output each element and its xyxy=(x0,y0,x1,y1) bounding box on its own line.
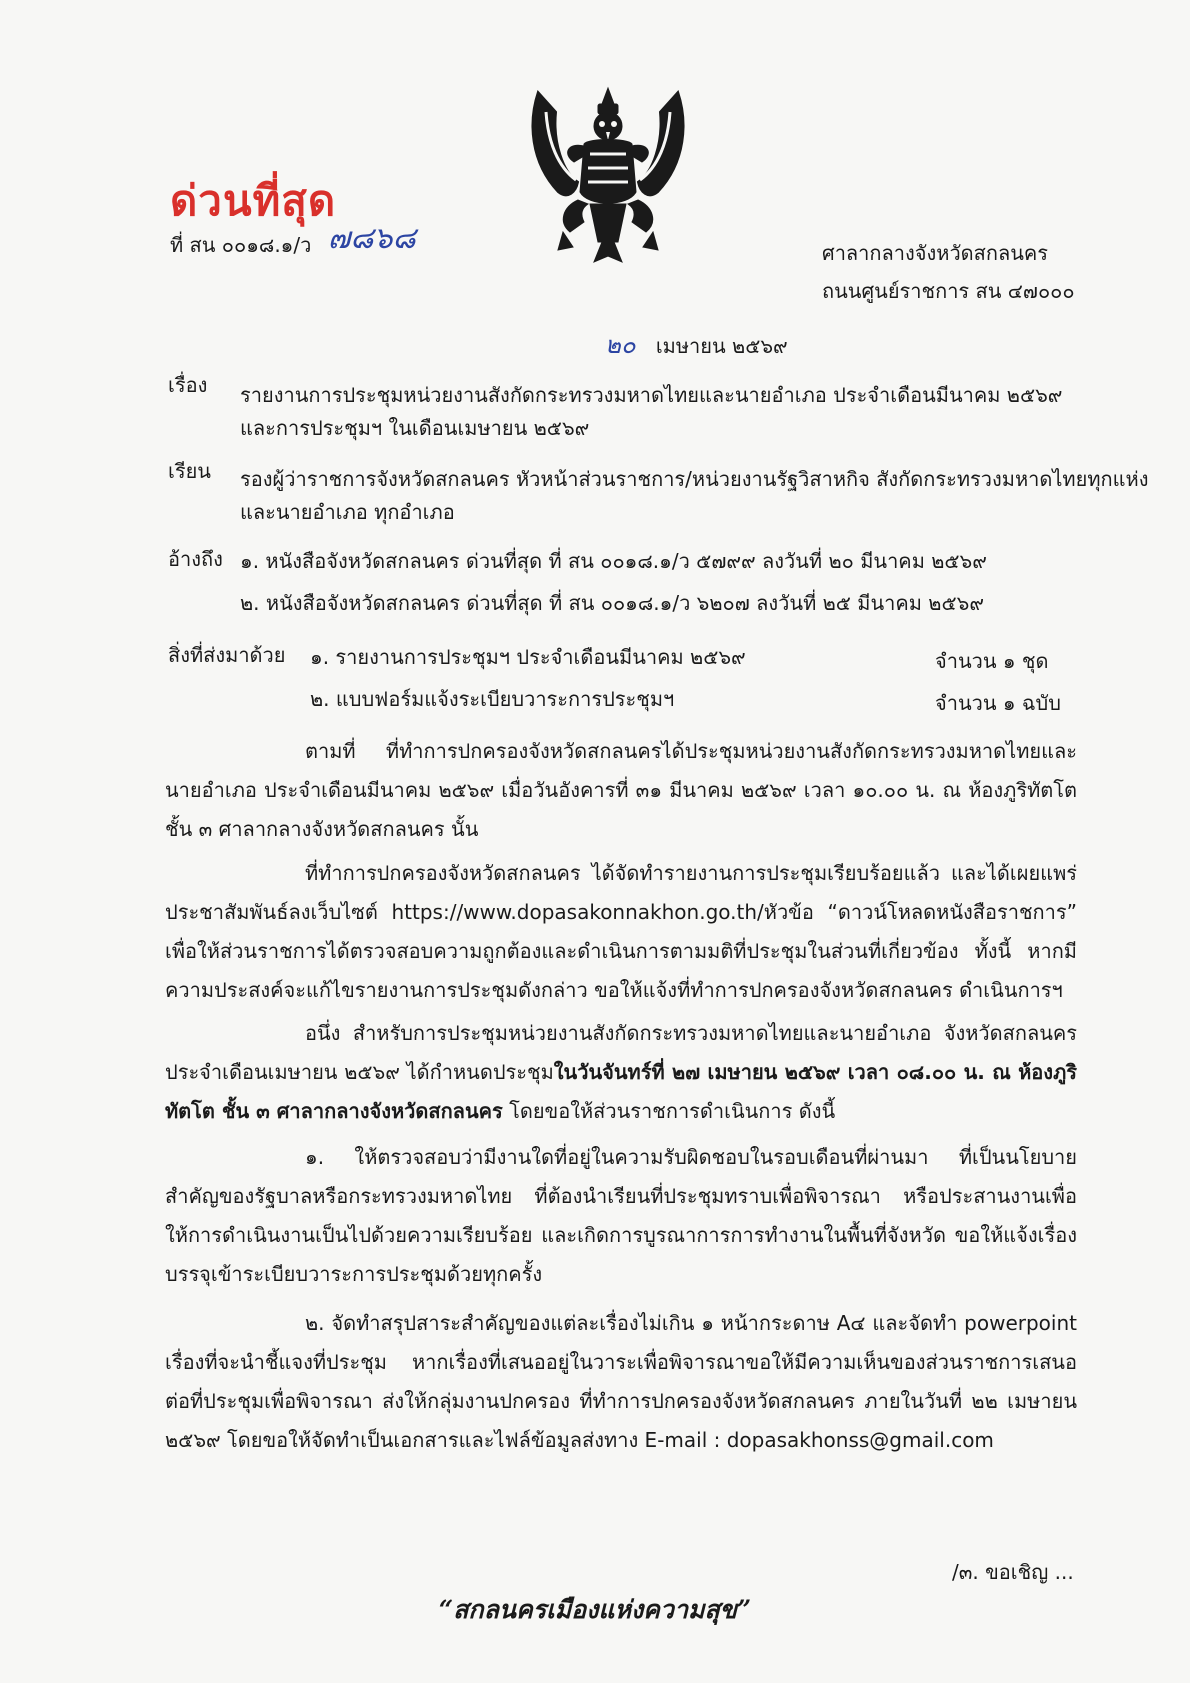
body-paragraph-2 xyxy=(165,854,1077,1010)
garuda-emblem-icon xyxy=(518,82,698,272)
body-paragraph-5 xyxy=(165,1304,1077,1460)
subject-line-2: และการประชุมฯ ในเดือนเมษายน ๒๕๖๙ xyxy=(240,416,590,440)
document-number-handwritten: ๗๘๖๘ xyxy=(327,221,416,256)
references-label: อ้างถึง xyxy=(168,547,223,571)
subject-label: เรื่อง xyxy=(168,373,208,397)
reference-item-2: ๒. หนังสือจังหวัดสกลนคร ด่วนที่สุด ที่ สน ๐๐๑๘.๑/ว ๖๒๐๗ ลงวันที่ ๒๕ มีนาคม ๒๕๖๙ xyxy=(240,591,984,615)
body-paragraph-5-text: ๒. จัดทำสรุปสาระสำคัญของแต่ละเรื่องไม่เกิน ๑ หน้ากระดาษ A๔ และจัดทำ powerpoint เรื่องที่จะนำชี้แจงที่ประชุม หากเรื่องที่เสนออยู่ในวาระเพื่อพิจารณาขอให้มีความเห็นของส่วนราชการเสนอต่อที่ประชุมเพื่อพิจารณา ส่งให้กลุ่มงานปกครอง ที่ทำการปกครองจังหวัดสกลนคร ภายในวันที่ ๒๒ เมษายน ๒๕๖๙ โดยขอให้จัดทำเป็นเอกสารและไฟล์ข้อมูลส่งทาง E-mail : dopasakhonss@gmail.com xyxy=(165,1311,1077,1452)
body-paragraph-3-text-b: โดยขอให้ส่วนราชการดำเนินการ ดังนี้ xyxy=(502,1099,836,1123)
document-number xyxy=(170,221,416,260)
enclosure-item-1-qty: จำนวน ๑ ชุด xyxy=(935,649,1049,673)
recipient-line-2: และนายอำเภอ ทุกอำเภอ xyxy=(240,500,455,524)
subject-line-1: รายงานการประชุมหน่วยงานสังกัดกระทรวงมหาดไทยและนายอำเภอ ประจำเดือนมีนาคม ๒๕๖๙ xyxy=(240,383,1063,407)
recipient-line-1: รองผู้ว่าราชการจังหวัดสกลนคร หัวหน้าส่วนราชการ/หน่วยงานรัฐวิสาหกิจ สังกัดกระทรวงมหาดไทยทุกแห่ง xyxy=(240,467,1149,491)
date-month-year: เมษายน ๒๕๖๙ xyxy=(655,334,788,358)
body-paragraph-1 xyxy=(165,732,1077,849)
reference-item-1: ๑. หนังสือจังหวัดสกลนคร ด่วนที่สุด ที่ สน ๐๐๑๘.๑/ว ๕๗๙๙ ลงวันที่ ๒๐ มีนาคม ๒๕๖๙ xyxy=(240,549,987,573)
document-number-prefix: ที่ สน ๐๐๑๘.๑/ว xyxy=(170,233,312,257)
enclosure-item-1: ๑. รายงานการประชุมฯ ประจำเดือนมีนาคม ๒๕๖๙ xyxy=(310,645,746,669)
body-paragraph-4-text: ๑. ให้ตรวจสอบว่ามีงานใดที่อยู่ในความรับผิดชอบในรอบเดือนที่ผ่านมา ที่เป็นนโยบายสำคัญของรัฐบาลหรือกระทรวงมหาดไทย ที่ต้องนำเรียนที่ประชุมทราบเพื่อพิจารณา หรือประสานงานเพื่อให้การดำเนินงานเป็นไปด้วยความเรียบร้อย และเกิดการบูรณาการการทำงานในพื้นที่จังหวัด ขอให้แจ้งเรื่องบรรจุเข้าระเบียบวาระการประชุมด้วยทุกครั้ง xyxy=(165,1145,1077,1286)
urgency-stamp: ด่วนที่สุด xyxy=(170,176,337,225)
body-paragraph-3 xyxy=(165,1014,1077,1131)
date-day-handwritten: ๒๐ xyxy=(605,331,636,359)
sender-address-line-2: ถนนศูนย์ราชการ สน ๔๗๐๐๐ xyxy=(822,279,1075,303)
enclosure-item-2-qty: จำนวน ๑ ฉบับ xyxy=(935,691,1061,715)
footer-slogan: “สกลนครเมืองแห่งความสุข” xyxy=(438,1595,752,1624)
body-paragraph-3-text-a: อนึ่ง สำหรับการประชุมหน่วยงานสังกัดกระทรวงมหาดไทยและนายอำเภอ จังหวัดสกลนคร ประจำเดือนเมษายน ๒๕๖๙ ได้กำหนดประชุม xyxy=(165,1021,1077,1084)
continuation-marker: /๓. ขอเชิญ ... xyxy=(952,1560,1074,1584)
enclosures-label: สิ่งที่ส่งมาด้วย xyxy=(168,643,286,667)
document-date xyxy=(605,330,788,361)
recipient-label: เรียน xyxy=(168,459,211,483)
body-paragraph-2-text: ที่ทำการปกครองจังหวัดสกลนคร ได้จัดทำรายงานการประชุมเรียบร้อยแล้ว และได้เผยแพร่ประชาสัมพันธ์ลงเว็บไซต์ https://www.dopasakonnakhon.go.th/หัวข้อ “ดาวน์โหลดหนังสือราชการ” เพื่อให้ส่วนราชการได้ตรวจสอบความถูกต้องและดำเนินการตามมติที่ประชุมในส่วนที่เกี่ยวข้อง ทั้งนี้ หากมีความประสงค์จะแก้ไขรายงานการประชุมดังกล่าว ขอให้แจ้งที่ทำการปกครองจังหวัดสกลนคร ดำเนินการฯ xyxy=(165,861,1077,1002)
body-paragraph-4 xyxy=(165,1138,1077,1294)
body-paragraph-3-meeting-datetime: ในวันจันทร์ที่ ๒๗ เมษายน ๒๕๖๙ เวลา ๐๘.๐๐ น. ณ ห้องภูริทัตโต ชั้น ๓ ศาลากลางจังหวัดสกลนคร xyxy=(165,1060,1077,1123)
sender-address-line-1: ศาลากลางจังหวัดสกลนคร xyxy=(822,241,1049,265)
enclosure-item-2: ๒. แบบฟอร์มแจ้งระเบียบวาระการประชุมฯ xyxy=(310,687,675,711)
body-paragraph-1-text: ตามที่ ที่ทำการปกครองจังหวัดสกลนครได้ประชุมหน่วยงานสังกัดกระทรวงมหาดไทยและนายอำเภอ ประจำเดือนมีนาคม ๒๕๖๙ เมื่อวันอังคารที่ ๓๑ มีนาคม ๒๕๖๙ เวลา ๑๐.๐๐ น. ณ ห้องภูริทัตโต ชั้น ๓ ศาลากลางจังหวัดสกลนคร นั้น xyxy=(165,739,1077,841)
